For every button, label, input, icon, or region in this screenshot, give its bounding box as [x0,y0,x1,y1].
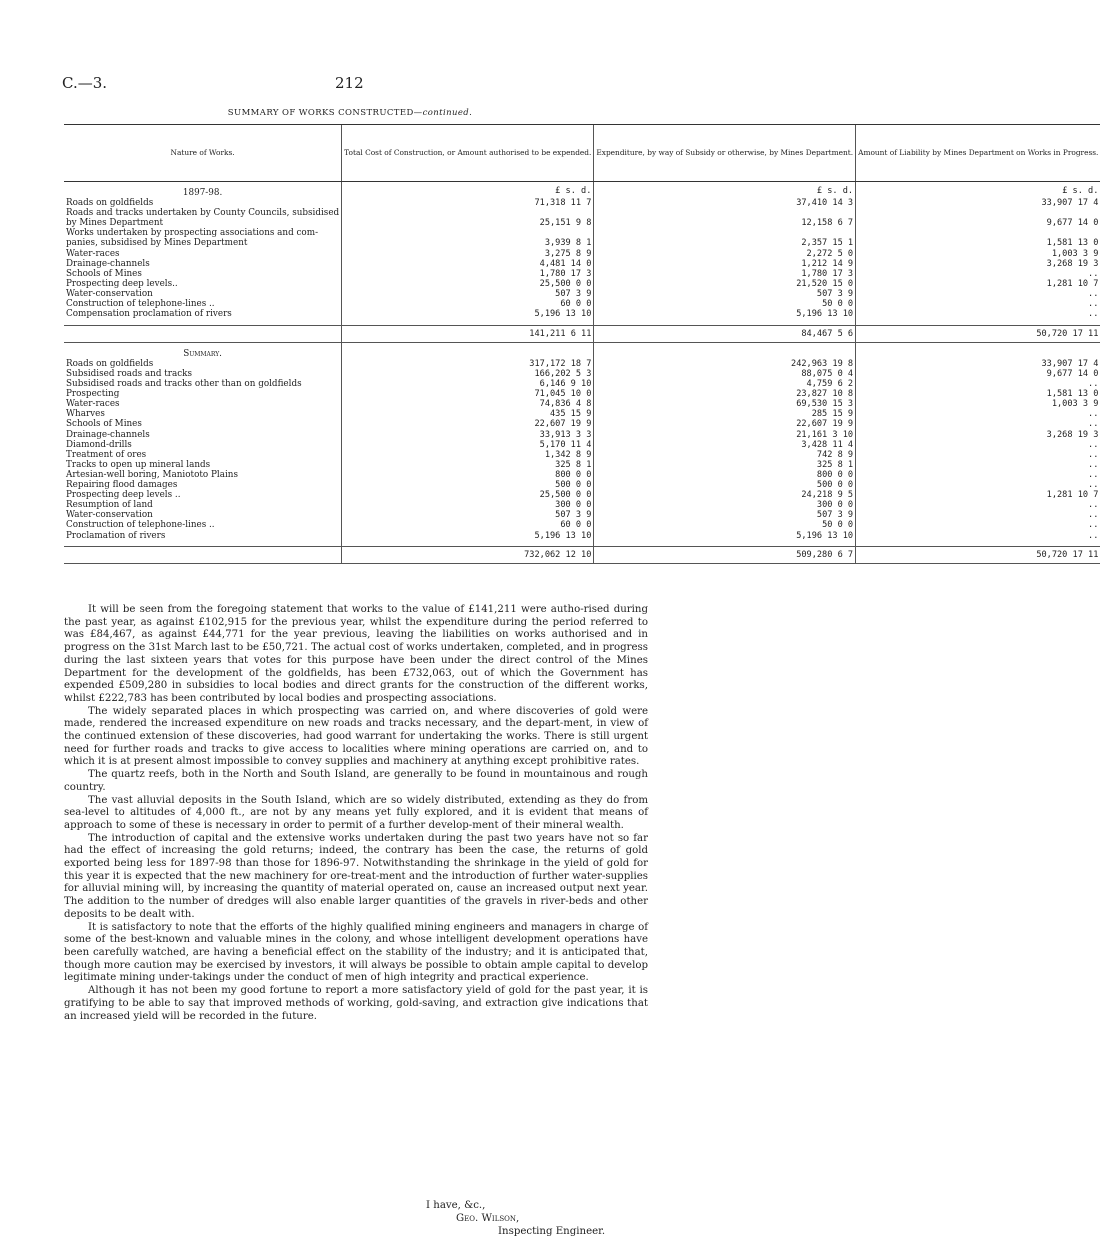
col-expenditure: Expenditure, by way of Subsidy or otherwise, by Mines Department. [594,125,856,182]
total-cost-total: 732,062 12 10 [342,547,594,564]
row-label: Subsidised roads and tracks other than on goldfields [66,379,302,390]
expenditure-cell: 300 0 0 [594,500,856,510]
closing: I have, &c., [426,1200,486,1211]
row-label: Water-races [66,248,120,259]
total-cost-cell: 25,500 0 0 [342,279,594,289]
total-cost-cell: 507 3 9 [342,289,594,299]
liability-cell: 1,581 13 0 [856,238,1100,248]
body-text [64,604,648,1023]
table-row [64,279,1100,289]
totals-row [64,325,1100,342]
liability-cell: 1,281 10 7 [856,279,1100,289]
expenditure-cell: 4,759 6 2 [594,379,856,389]
liability-cell: 3,268 19 3 [856,430,1100,440]
table-row [64,249,1100,259]
table-row [64,389,1100,399]
row-label: Prospecting deep levels.. [66,278,178,289]
total-cost-total: 141,211 6 11 [342,325,594,342]
total-cost-cell: 25,500 0 0 [342,490,594,500]
col-total-cost: Total Cost of Construction, or Amount authorised to be expended. [342,125,594,182]
expenditure-cell: 325 8 1 [594,460,856,470]
expenditure-cell: 22,607 19 9 [594,419,856,429]
total-cost-cell: 166,202 5 3 [342,369,594,379]
table-row [64,299,1100,309]
row-label: Prospecting deep levels .. [66,490,181,501]
section-summary [64,342,1100,563]
expenditure-cell: 50 0 0 [594,520,856,530]
liability-cell: .. [856,500,1100,510]
row-label: by Mines Department [66,218,164,229]
liability-cell: .. [856,470,1100,480]
total-cost-cell: 33,913 3 3 [342,430,594,440]
total-cost-cell: 4,481 14 0 [342,259,594,269]
total-cost-cell: 1,342 8 9 [342,450,594,460]
table-row [64,399,1100,409]
liability-cell: 33,907 17 4 [856,198,1100,208]
liability-cell: 3,268 19 3 [856,259,1100,269]
row-label: Water-conservation [66,288,153,299]
expenditure-total: 509,280 6 7 [594,547,856,564]
row-label: Water-conservation [66,510,153,521]
table-row [64,218,1100,228]
table-row [64,520,1100,530]
liability-cell: 33,907 17 4 [856,359,1100,369]
expenditure-cell: 69,530 15 3 [594,399,856,409]
row-label: Treatment of ores [66,449,147,460]
expenditure-cell: 24,218 9 5 [594,490,856,500]
row-label: Subsidised roads and tracks [66,369,193,379]
total-cost-cell: 5,196 13 10 [342,531,594,541]
expenditure-cell: 500 0 0 [594,480,856,490]
table-row [64,460,1100,470]
row-label: Works undertaken by prospecting associations and com- [66,228,319,239]
section-1897-98 [64,182,1100,343]
table-row [64,228,1100,238]
liability-cell: .. [856,450,1100,460]
expenditure-cell: 285 15 9 [594,409,856,419]
total-cost-cell [342,208,594,218]
row-label: Compensation proclamation of rivers [66,309,232,320]
total-cost-cell: 317,172 18 7 [342,359,594,369]
table-row [64,490,1100,500]
paragraph: The vast alluvial deposits in the South Island, which are so widely distributed, extending as they do from sea-level to altitudes of 4,000 ft., are not by any means yet fully explored, and it is evident that means of approach to some of these is necessary in order to permit of a further develop-ment of their mineral wealth. [64,794,648,831]
totals-row [64,547,1100,564]
cell-empty [64,547,342,564]
expenditure-cell: 1,212 14 9 [594,259,856,269]
table-row [64,440,1100,450]
summary-table [64,124,1100,564]
row-label: Roads and tracks undertaken by County Councils, subsidised [66,208,340,219]
cell-empty [594,342,856,359]
liability-cell: .. [856,520,1100,530]
cell-empty [856,342,1100,359]
table-row [64,430,1100,440]
expenditure-cell: 88,075 0 4 [594,369,856,379]
table-row [64,309,1100,319]
table-row [64,470,1100,480]
row-label: Roads on goldfields [66,358,154,369]
liability-cell: 9,677 14 0 [856,218,1100,228]
row-label: Water-races [66,399,120,410]
total-cost-cell: 3,939 8 1 [342,238,594,248]
liability-cell: .. [856,531,1100,541]
cell-empty [342,342,594,359]
total-cost-cell: 5,196 13 10 [342,309,594,319]
paragraph: Although it has not been my good fortune to report a more satisfactory yield of gold for the past year, it is gratifying to be able to say that improved methods of working, gold-saving, and extraction give indications that an increased yield will be recorded in the future. [64,985,648,1022]
expenditure-cell: 800 0 0 [594,470,856,480]
table-row [64,510,1100,520]
total-cost-cell: 25,151 9 8 [342,218,594,228]
signatory-title: Inspecting Engineer. [498,1226,606,1237]
total-cost-cell [342,228,594,238]
total-cost-cell: 325 8 1 [342,460,594,470]
paragraph: The introduction of capital and the extensive works undertaken during the past two years have not so far had the effect of increasing the gold returns; indeed, the contrary has been the case, the returns of gold exported being less for 1897-98 than those for 1896-97. Notwithstanding the shrinkage in the yield of gold for this year it is expected that the new machinery for ore-treat-ment and the introduction of further water-supplies for alluvial mining will, by increasing the quantity of material operated on, cause an increased output next year. The addition to the number of dredges will also enable larger quantities of the gravels in river-beds and other deposits to be dealt with. [64,832,648,920]
table-header-row [64,125,1100,182]
liability-cell: 1,003 3 9 [856,399,1100,409]
table-title: SUMMARY OF WORKS CONSTRUCTED—continued. [227,108,473,118]
expenditure-cell: 3,428 11 4 [594,440,856,450]
total-cost-cell: 507 3 9 [342,510,594,520]
cell-empty: £ s. d. [342,182,594,199]
total-cost-cell: 60 0 0 [342,520,594,530]
signatory-name: Geo. Wilson, [456,1213,520,1224]
row-label: Drainage-channels [66,429,150,440]
paragraph: The quartz reefs, both in the North and South Island, are generally to be found in mountainous and rough country. [64,769,648,793]
liability-cell: 9,677 14 0 [856,369,1100,379]
row-label: Diamond-drills [66,439,132,450]
liability-cell: .. [856,299,1100,309]
expenditure-cell: 23,827 10 8 [594,389,856,399]
row-label: Resumption of land [66,500,153,511]
expenditure-cell: 742 8 9 [594,450,856,460]
expenditure-cell: 507 3 9 [594,510,856,520]
table-row [64,238,1100,248]
liability-cell: .. [856,269,1100,279]
total-cost-cell: 300 0 0 [342,500,594,510]
expenditure-cell: 5,196 13 10 [594,309,856,319]
expenditure-cell: 2,357 15 1 [594,238,856,248]
row-label: Construction of telephone-lines .. [66,520,215,531]
expenditure-cell: 242,963 19 8 [594,359,856,369]
table-row [64,450,1100,460]
liability-total: 50,720 17 11 [856,547,1100,564]
table-row [64,419,1100,429]
liability-cell: .. [856,409,1100,419]
table-row [64,500,1100,510]
total-cost-cell: 71,045 10 0 [342,389,594,399]
total-cost-cell: 60 0 0 [342,299,594,309]
table-row [64,409,1100,419]
expenditure-cell: 21,161 3 10 [594,430,856,440]
liability-cell [856,228,1100,238]
liability-cell: .. [856,510,1100,520]
total-cost-cell: 6,146 9 10 [342,379,594,389]
table-row [64,198,1100,208]
paragraph: It will be seen from the foregoing statement that works to the value of £141,211 were autho-rised during the past year, as against £102,915 for the previous year, whilst the expenditure during the period referred to was £84,467, as against £44,771 for the year previous, leaving the liabilities on works authorised and in progress on the 31st March last to be £50,721. The actual cost of works undertaken, completed, and in progress during the last sixteen years that votes for this purpose have been under the direct control of the Mines Department for the development of the goldfields, has been £732,063, out of which the Government has expended £509,280 in subsidies to local bodies and direct grants for the construction of the different works, whilst £222,783 has been contributed by local bodies and prospecting associations. [64,604,648,704]
liability-cell: 1,581 13 0 [856,389,1100,399]
expenditure-cell: 5,196 13 10 [594,531,856,541]
section-heading: Summary. [183,348,222,359]
liability-cell [856,208,1100,218]
table-row [64,359,1100,369]
row-label: Roads on goldfields [66,198,154,209]
total-cost-cell: 500 0 0 [342,480,594,490]
total-cost-cell: 74,836 4 8 [342,399,594,409]
cell-empty: £ s. d. [594,182,856,199]
liability-cell: .. [856,379,1100,389]
col-liability: Amount of Liability by Mines Department on Works in Progress. [856,125,1100,182]
col-nature: Nature of Works. [64,125,342,182]
expenditure-cell: 37,410 14 3 [594,198,856,208]
total-cost-cell: 800 0 0 [342,470,594,480]
row-label: Drainage-channels [66,258,150,269]
total-cost-cell: 22,607 19 9 [342,419,594,429]
row-label: Prospecting [66,389,120,400]
table-row [64,289,1100,299]
expenditure-cell: 507 3 9 [594,289,856,299]
section-heading: 1897-98. [182,188,223,198]
row-label: Construction of telephone-lines .. [66,299,215,310]
paragraph: It is satisfactory to note that the efforts of the highly qualified mining engineers and managers in charge of some of the best-known and valuable mines in the colony, and whose intelligent development operations have been carefully watched, are having a beneficial effect on the stability of the industry; and it is anticipated that, though more caution may be exercised by investors, it will always be possible to obtain ample capital to develop legitimate mining under-takings under the conduct of men of high integrity and practical experience. [64,921,648,984]
expenditure-cell: 50 0 0 [594,299,856,309]
table-row [64,379,1100,389]
liability-cell: 1,003 3 9 [856,249,1100,259]
liability-cell: .. [856,440,1100,450]
table-row [64,531,1100,541]
expenditure-cell [594,208,856,218]
document-code: C.—3. [62,74,108,92]
table-row [64,259,1100,269]
expenditure-cell: 12,158 6 7 [594,218,856,228]
liability-cell: .. [856,419,1100,429]
liability-total: 50,720 17 11 [856,325,1100,342]
row-label: Repairing flood damages [66,480,178,491]
section-heading-row [64,182,1100,199]
expenditure-total: 84,467 5 6 [594,325,856,342]
table-row [64,269,1100,279]
liability-cell: 1,281 10 7 [856,490,1100,500]
row-label: Tracks to open up mineral lands [66,459,211,470]
row-label: Artesian-well boring, Maniototo Plains [66,469,238,480]
total-cost-cell: 3,275 8 9 [342,249,594,259]
expenditure-cell: 21,520 15 0 [594,279,856,289]
total-cost-cell: 71,318 11 7 [342,198,594,208]
section-heading-row [64,342,1100,359]
row-label: Schools of Mines [66,419,142,430]
total-cost-cell: 1,780 17 3 [342,269,594,279]
table-row [64,208,1100,218]
row-label: panies, subsidised by Mines Department [66,238,248,249]
expenditure-cell: 1,780 17 3 [594,269,856,279]
liability-cell: .. [856,480,1100,490]
liability-cell: .. [856,309,1100,319]
expenditure-cell [594,228,856,238]
total-cost-cell: 5,170 11 4 [342,440,594,450]
row-label: Schools of Mines [66,268,142,279]
page-number: 212 [335,74,364,92]
liability-cell: .. [856,460,1100,470]
cell-empty: £ s. d. [856,182,1100,199]
row-label: Wharves [66,409,105,420]
table-row [64,480,1100,490]
paragraph: The widely separated places in which prospecting was carried on, and where discoveries of gold were made, rendered the increased expenditure on new roads and tracks necessary, and the depart-ment, in view of the continued extension of these discoveries, had good warrant for undertaking the works. There is still urgent need for further roads and tracks to give access to localities where mining operations are carried on, and to which it is at present almost impossible to convey supplies and machinery at anything except prohibitive rates. [64,705,648,768]
total-cost-cell: 435 15 9 [342,409,594,419]
cell-empty [64,325,342,342]
table-row [64,369,1100,379]
liability-cell: .. [856,289,1100,299]
expenditure-cell: 2,272 5 0 [594,249,856,259]
row-label: Proclamation of rivers [66,530,166,541]
